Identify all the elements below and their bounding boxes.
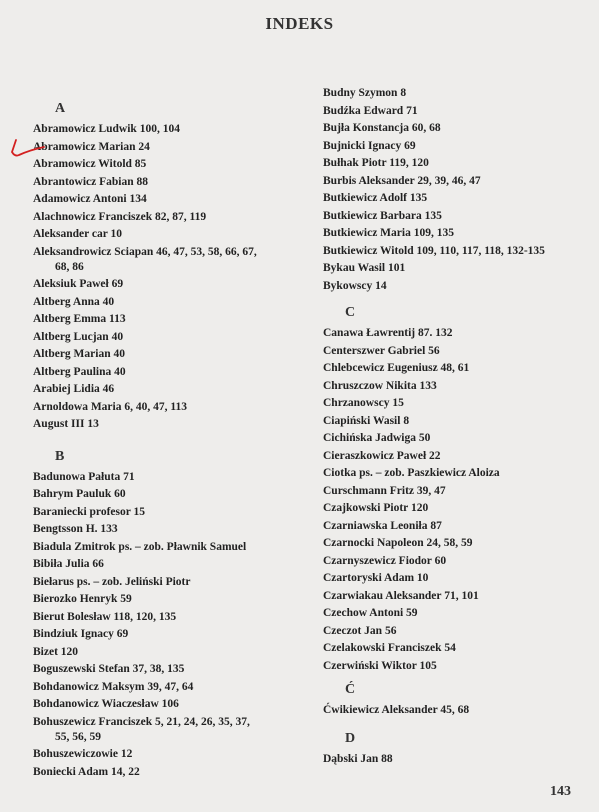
index-entry-text: Budny Szymon 8: [323, 87, 407, 99]
index-entry-text: Budźka Edward 71: [323, 104, 418, 117]
index-entry-text: Bierozko Henryk 59: [33, 593, 132, 605]
index-entry-text: Arnoldowa Maria 6, 40, 47, 113: [33, 400, 187, 413]
index-entry-text: Bizet 120: [33, 645, 79, 658]
index-entry-text: Bujła Konstancja 60, 68: [323, 122, 441, 134]
index-entry: [323, 191, 427, 206]
index-entry: [323, 414, 409, 429]
index-entry: [323, 519, 442, 534]
index-entry: [33, 487, 126, 502]
index-entry: [33, 227, 122, 242]
index-entry: [33, 697, 179, 712]
index-entry-text: Bohuszewiczowie 12: [33, 748, 133, 760]
index-entry-text: Dąbski Jan 88: [323, 753, 393, 765]
index-entry: [323, 361, 469, 376]
index-entry-text: Bibiła Julia 66: [33, 558, 104, 570]
section-letter: D: [345, 731, 356, 746]
index-entry-text: Adamowicz Antoni 134: [33, 193, 147, 205]
index-entry: [323, 624, 396, 639]
index-entry: [323, 554, 446, 569]
index-entry: [33, 662, 184, 677]
index-entry-text: Chruszczow Nikita 133: [323, 379, 437, 392]
index-entry-text: Burbis Aleksander 29, 39, 46, 47: [323, 174, 481, 187]
index-entry-text: Biełarus ps. – zob. Jeliński Piotr: [33, 575, 191, 588]
index-entry: [33, 470, 135, 485]
index-entry-text: Altberg Emma 113: [33, 313, 126, 325]
index-entry: [323, 589, 479, 604]
index-entry: [33, 157, 146, 172]
index-entry-text: Butkiewicz Maria 109, 135: [323, 227, 454, 239]
index-entry: [323, 501, 428, 516]
index-entry-text: Aleksiuk Paweł 69: [33, 278, 124, 290]
index-entry-text: Bahrym Pauluk 60: [33, 488, 126, 500]
index-entry-text: Czarnyszewicz Fiodor 60: [323, 554, 447, 567]
index-entry: [33, 192, 147, 207]
index-entry: [323, 536, 473, 551]
index-entry-text: Curschmann Fritz 39, 47: [323, 484, 446, 497]
index-entry-text: Bohdanowicz Wiaczesław 106: [33, 698, 179, 710]
page-number: 143: [550, 784, 571, 799]
red-pen-mark: [6, 138, 46, 162]
index-entry-text: Baraniecki profesor 15: [33, 505, 146, 518]
page-title: INDEKS: [265, 14, 334, 33]
index-entry: [33, 592, 132, 607]
index-entry-text: Biadula Zmitrok ps. – zob. Pławnik Samuel: [33, 540, 247, 553]
index-entry: [33, 610, 176, 625]
index-entry: [33, 557, 104, 572]
index-entry: [323, 139, 416, 154]
index-entry-text: Ćwikiewicz Aleksander 45, 68: [323, 704, 470, 716]
index-entry: [323, 484, 446, 499]
index-entry: [323, 104, 418, 119]
section-letter: C: [345, 305, 356, 320]
index-entry: [323, 571, 428, 586]
index-entry-text: Alachnowicz Franciszek 82, 87, 119: [33, 210, 207, 223]
index-entry: [323, 209, 442, 224]
index-entry: [323, 396, 404, 411]
index-entry: [33, 715, 250, 745]
index-entry: [323, 226, 454, 241]
index-entry: [33, 330, 123, 345]
index-entry: [33, 747, 132, 762]
index-entry-text: Czerwiński Wiktor 105: [323, 659, 437, 672]
index-entry: [323, 606, 418, 621]
index-entry: [323, 121, 441, 136]
index-entry-text: Bykowscy 14: [323, 279, 387, 292]
index-entry-text: Altberg Paulina 40: [33, 365, 126, 378]
index-entry-text: Ciapiński Wasil 8: [323, 414, 410, 427]
index-entry-text: Aleksander car 10: [33, 228, 123, 240]
index-entry: [33, 522, 118, 537]
index-entry-text: Badunowa Pałuta 71: [33, 470, 135, 483]
index-entry: [33, 505, 145, 520]
index-entry-text: Bierut Bolesław 118, 120, 135: [33, 610, 177, 623]
section-letter: B: [55, 448, 65, 464]
index-entry: [33, 175, 148, 190]
index-entry: [323, 431, 430, 446]
index-entry-text: Bengtsson H. 133: [33, 523, 118, 535]
index-entry-text: Czarwiakau Aleksander 71, 101: [323, 589, 479, 602]
index-entry: [33, 680, 193, 695]
index-entry-text: Cichińska Jadwiga 50: [323, 432, 431, 444]
index-entry: [33, 295, 114, 310]
index-entry-text: Boniecki Adam 14, 22: [33, 765, 140, 778]
index-entry: [323, 344, 440, 359]
index-entry: [323, 86, 406, 101]
index-entry: [323, 174, 481, 189]
index-entry-text: Bykau Wasil 101: [323, 262, 406, 274]
index-entry-text: Czeczot Jan 56: [323, 624, 397, 637]
index-entry-text: Bujnicki Ignacy 69: [323, 139, 416, 152]
index-entry: [323, 659, 437, 674]
index-entry: [33, 627, 128, 642]
index-entry: [323, 244, 545, 259]
index-entry-text: Bohuszewicz Franciszek 5, 21, 24, 26, 35, 37,: [33, 715, 250, 728]
index-entry-text: Abrantowicz Fabian 88: [33, 175, 148, 188]
index-entry: [33, 140, 150, 155]
index-entry: [323, 641, 456, 656]
index-entry-text: Arabiej Lidia 46: [33, 383, 115, 395]
index-entry-text: Altberg Anna 40: [33, 295, 115, 308]
index-entry-text: Aleksandrowicz Sciapan 46, 47, 53, 58, 66, 67,: [33, 245, 257, 258]
index-entry: [323, 261, 405, 276]
index-entry-text: Butkiewicz Adolf 135: [323, 192, 428, 204]
index-entry-text: Butkiewicz Witold 109, 110, 117, 118, 132-135: [323, 244, 545, 257]
index-entry: [323, 752, 393, 767]
index-entry-continuation: 55, 56, 59: [55, 730, 101, 743]
index-entry-text: Altberg Lucjan 40: [33, 330, 124, 343]
index-entry-text: Butkiewicz Barbara 135: [323, 209, 442, 222]
index-entry-text: Czajkowski Piotr 120: [323, 502, 429, 514]
section-letter: A: [55, 101, 66, 116]
index-entry: [33, 347, 125, 362]
index-entry-text: Centerszwer Gabriel 56: [323, 344, 440, 357]
index-entry-text: August III 13: [33, 418, 99, 430]
index-entry: [33, 365, 126, 380]
index-entry: [33, 382, 114, 397]
index-entry: [323, 379, 437, 394]
index-entry: [33, 400, 187, 415]
index-entry-text: Abramowicz Marian 24: [33, 140, 150, 153]
index-entry-text: Canawa Ławrentij 87. 132: [323, 327, 453, 339]
index-entry-text: Abramowicz Ludwik 100, 104: [33, 123, 180, 135]
index-entry-text: Altberg Marian 40: [33, 348, 125, 360]
index-entry: [33, 540, 246, 555]
index-entry-text: Chrzanowscy 15: [323, 397, 404, 409]
index-entry: [33, 245, 257, 275]
index-entry: [323, 466, 500, 481]
index-entry: [323, 449, 441, 464]
index-entry-text: Bohdanowicz Maksym 39, 47, 64: [33, 680, 194, 693]
index-entry-text: Boguszewski Stefan 37, 38, 135: [33, 663, 185, 675]
index-entry-text: Czarnocki Napoleon 24, 58, 59: [323, 537, 473, 549]
index-entry: [33, 210, 206, 225]
index-entry-continuation: 68, 86: [55, 260, 84, 273]
index-entry: [323, 703, 469, 718]
index-entry-text: Cieraszkowicz Paweł 22: [323, 449, 441, 462]
index-entry: [323, 156, 429, 171]
index-entry: [33, 277, 123, 292]
index-entry: [33, 417, 99, 432]
index-entry: [323, 279, 387, 294]
index-entry-text: Czelakowski Franciszek 54: [323, 642, 456, 654]
index-entry: [323, 326, 452, 341]
index-entry-text: Ciotka ps. – zob. Paszkiewicz Aloiza: [323, 467, 500, 479]
index-entry-text: Czarniawska Leoniła 87: [323, 519, 442, 532]
index-entry-text: Czechow Antoni 59: [323, 607, 418, 619]
index-entry-text: Chlebcewicz Eugeniusz 48, 61: [323, 362, 470, 374]
section-letter: Ć: [345, 682, 356, 697]
index-entry: [33, 312, 126, 327]
index-entry-text: Bindziuk Ignacy 69: [33, 628, 129, 640]
index-entry-text: Czartoryski Adam 10: [323, 572, 429, 584]
index-entry: [33, 645, 78, 660]
index-entry: [33, 122, 180, 137]
index-entry: [33, 765, 140, 780]
index-entry-text: Abramowicz Witold 85: [33, 158, 147, 170]
index-entry-text: Bułhak Piotr 119, 120: [323, 157, 429, 169]
index-entry: [33, 575, 191, 590]
